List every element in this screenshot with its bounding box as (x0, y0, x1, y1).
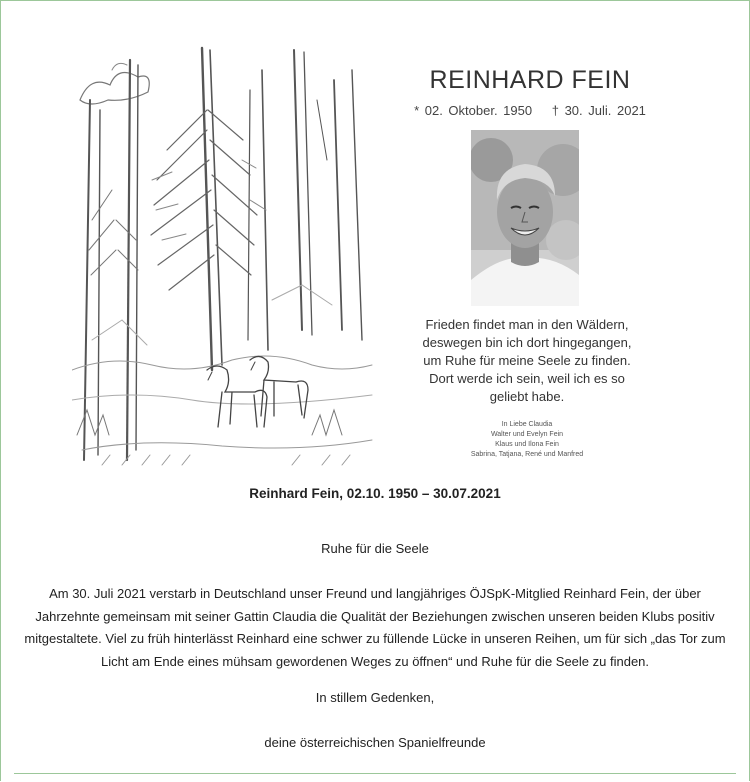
article-headline: Reinhard Fein, 02.10. 1950 – 30.07.2021 (249, 486, 501, 501)
closing-line: In stillem Gedenken, (315, 690, 435, 705)
article-subtitle: Ruhe für die Seele (321, 541, 429, 556)
forest-sketch-illustration (72, 40, 374, 470)
poem-line: geliebt habe. (489, 389, 565, 404)
birth-date: * 02. Oktober. 1950 (414, 103, 533, 118)
bottom-divider (14, 773, 736, 774)
poem-line: deswegen bin ich dort hingegangen, (422, 335, 632, 350)
obituary-name: REINHARD FEIN (429, 66, 631, 94)
poem-line: Dort werde ich sein, weil ich es so (429, 371, 625, 386)
poem-line: um Ruhe für meine Seele zu finden. (423, 353, 631, 368)
poem-line: Frieden findet man in den Wäldern, (425, 317, 629, 332)
signoff-line: Walter und Evelyn Fein (490, 431, 564, 438)
article-paragraph: Am 30. Juli 2021 verstarb in Deutschland unser Freund und langjähriges ÖJSpK-Mitglied Reinhard Fein, der über Jahrzehnte gemeinsam mit seiner Gattin Claudia die Qualität der Beziehungen zwischen unseren beiden Klubs positiv mitgestaltete. Viel zu früh hinterlässt Reinhard eine schwer zu füllende Lücke in unseren Reihen, um für sich „das Tor zum Licht am Ende eines mühsam gewordenen Weges zu öffnen“ und Ruhe für die Seele zu finden. (24, 586, 726, 669)
signoff-line: In Liebe Claudia (501, 421, 553, 428)
signoff-line: Klaus und Ilona Fein (495, 441, 559, 448)
family-signoff (432, 420, 622, 460)
memorial-poem (402, 316, 652, 406)
signature-line: deine österreichischen Spanielfreunde (264, 735, 486, 750)
obituary-dates (400, 103, 660, 118)
portrait-photo (471, 130, 579, 306)
signoff-line: Sabrina, Tatjana, René und Manfred (470, 451, 584, 458)
death-date: † 30. Juli. 2021 (551, 103, 646, 118)
